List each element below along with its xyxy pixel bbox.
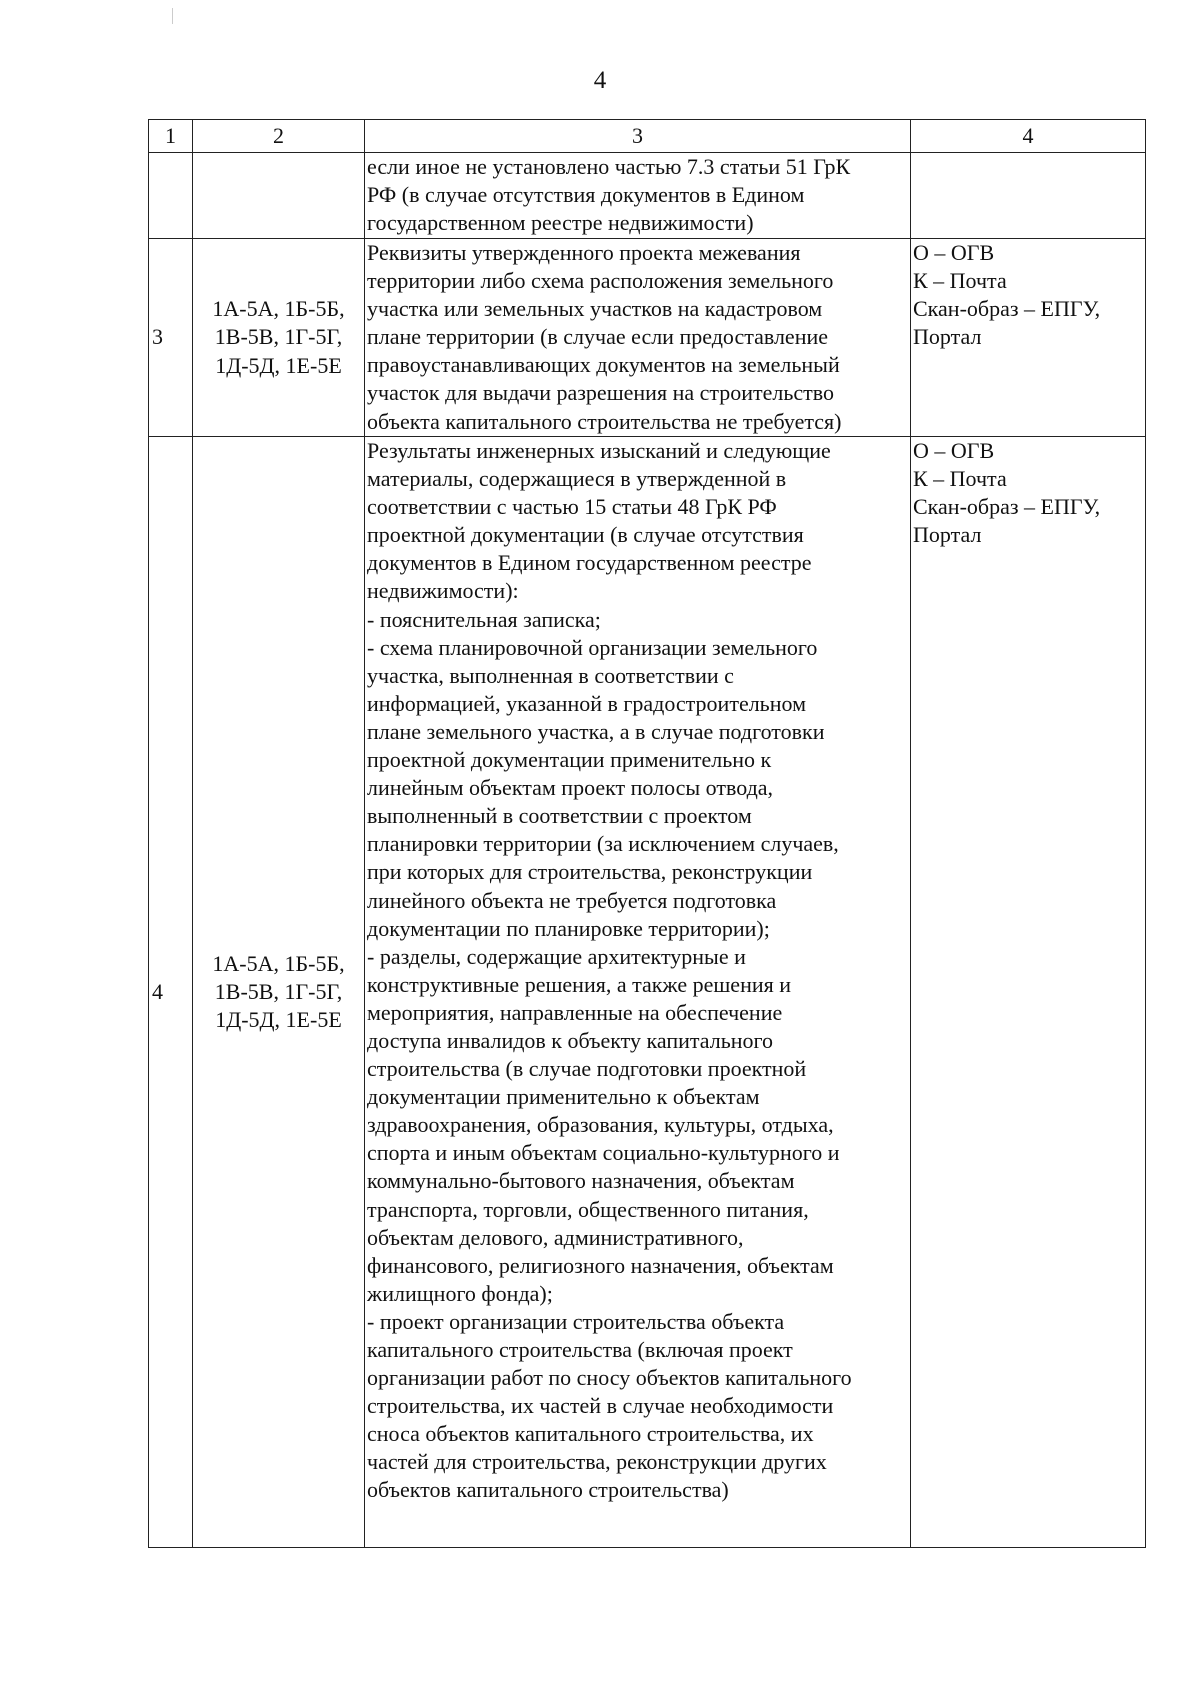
description-line: - схема планировочной организации земельного: [367, 634, 818, 660]
table-row: [149, 153, 1146, 239]
description-line: транспорта, торговли, общественного питания,: [367, 1196, 809, 1222]
description-line: линейным объектам проект полосы отвода,: [367, 775, 774, 801]
submission-methods-cell: [911, 437, 1146, 1548]
description-line: документации применительно к объектам: [367, 1084, 760, 1110]
description-line: финансового, религиозного назначения, объектам: [367, 1252, 834, 1278]
description-line: коммунально-бытового назначения, объектам: [367, 1168, 795, 1194]
header-cell-2: 2: [193, 120, 365, 153]
submission-method-line: Портал: [913, 522, 982, 548]
submission-method-line: О – ОГВ: [913, 240, 995, 265]
description-line: - разделы, содержащие архитектурные и: [367, 943, 746, 969]
applicant-code-line: 1Д-5Д, 1Е-5Е: [215, 1007, 342, 1033]
applicant-code-line: 1В-5В, 1Г-5Г,: [214, 324, 343, 350]
applicant-code-line: 1Д-5Д, 1Е-5Е: [215, 352, 342, 378]
description-line: соответствии с частью 15 статьи 48 ГрК РФ: [367, 494, 777, 520]
header-cell-3: 3: [365, 120, 911, 153]
description-line: территории либо схема расположения земельного: [367, 268, 834, 294]
description-line: информацией, указанной в градостроительном: [367, 690, 806, 716]
submission-methods-cell: [911, 153, 1146, 239]
description-line: правоустанавливающих документов на земельный: [367, 352, 840, 378]
description-line: объектов капитального строительства): [367, 1477, 729, 1503]
document-table: [148, 119, 1146, 1548]
submission-method-line: Скан-образ – ЕПГУ,: [913, 494, 1101, 520]
description-line: материалы, содержащиеся в утвержденной в: [367, 466, 787, 492]
description-line: объектам делового, административного,: [367, 1224, 744, 1250]
description-line: Реквизиты утвержденного проекта межевания: [367, 240, 801, 265]
description-line: сноса объектов капитального строительства, их: [367, 1421, 814, 1447]
description-line: если иное не установлено частью 7.3 статьи 51 ГрК: [367, 154, 851, 179]
description-line: государственном реестре недвижимости): [367, 210, 754, 236]
description-line: здравоохранения, образования, культуры, отдыха,: [367, 1112, 834, 1138]
row-number-cell: [149, 153, 193, 239]
description-line: недвижимости):: [367, 578, 519, 604]
description-line: проектной документации (в случае отсутствия: [367, 522, 804, 548]
description-line: выполненный в соответствии с проектом: [367, 803, 752, 829]
applicant-code-line: 1А-5А, 1Б-5Б,: [212, 296, 345, 322]
submission-method-line: К – Почта: [913, 466, 1007, 492]
table-row: [149, 437, 1146, 1548]
description-line: - пояснительная записка;: [367, 606, 601, 632]
description-line: капитального строительства (включая проект: [367, 1337, 793, 1362]
description-line: конструктивные решения, а также решения и: [367, 971, 792, 997]
header-cell-4: 4: [911, 120, 1146, 153]
description-line: плане территории (в случае если предоставление: [367, 324, 829, 350]
description-line: РФ (в случае отсутствия документов в Едином: [367, 182, 805, 208]
table-row: [149, 239, 1146, 437]
description-line: мероприятия, направленные на обеспечение: [367, 999, 783, 1025]
document-description-cell: [365, 153, 911, 239]
submission-methods-cell: [911, 239, 1146, 437]
row-number-cell: 3: [149, 239, 193, 437]
submission-method-line: О – ОГВ: [913, 438, 995, 463]
submission-method-line: Скан-образ – ЕПГУ,: [913, 296, 1101, 322]
description-line: - проект организации строительства объекта: [367, 1308, 785, 1334]
description-line: организации работ по сносу объектов капитального: [367, 1365, 852, 1391]
header-cell-1: 1: [149, 120, 193, 153]
applicant-code-line: 1А-5А, 1Б-5Б,: [212, 950, 345, 976]
description-line: доступа инвалидов к объекту капитального: [367, 1027, 773, 1053]
description-line: линейного объекта не требуется подготовка: [367, 887, 777, 913]
submission-method-line: Портал: [913, 324, 982, 350]
applicant-code-line: 1В-5В, 1Г-5Г,: [214, 978, 343, 1004]
description-line: планировки территории (за исключением случаев,: [367, 831, 839, 857]
description-line: при которых для строительства, реконструкции: [367, 859, 813, 885]
description-line: жилищного фонда);: [367, 1280, 553, 1306]
applicant-codes-cell: [193, 239, 365, 437]
document-description-cell: [365, 437, 911, 1548]
applicant-codes-cell: [193, 437, 365, 1548]
page-number: 4: [593, 67, 607, 94]
submission-method-line: К – Почта: [913, 268, 1007, 294]
description-line: участок для выдачи разрешения на строительство: [367, 380, 835, 406]
description-line: частей для строительства, реконструкции других: [367, 1449, 827, 1475]
description-line: участка, выполненная в соответствии с: [367, 662, 734, 688]
description-line: строительства (в случае подготовки проектной: [367, 1056, 807, 1082]
description-line: документов в Едином государственном реестре: [367, 550, 812, 576]
description-line: строительства, их частей в случае необходимости: [367, 1393, 834, 1419]
description-line: документации по планировке территории);: [367, 915, 770, 941]
table-header-row: [149, 120, 1146, 153]
applicant-codes-cell: [193, 153, 365, 239]
document-description-cell: [365, 239, 911, 437]
row-number-cell: 4: [149, 437, 193, 1548]
description-line: Результаты инженерных изысканий и следующие: [367, 438, 831, 463]
description-line: спорта и иным объектам социально-культурного и: [367, 1140, 840, 1166]
scan-mark: [172, 8, 173, 24]
description-line: проектной документации применительно к: [367, 747, 772, 773]
description-line: участка или земельных участков на кадастровом: [367, 296, 823, 322]
description-line: объекта капитального строительства не требуется): [367, 408, 842, 434]
description-line: плане земельного участка, а в случае подготовки: [367, 718, 825, 744]
